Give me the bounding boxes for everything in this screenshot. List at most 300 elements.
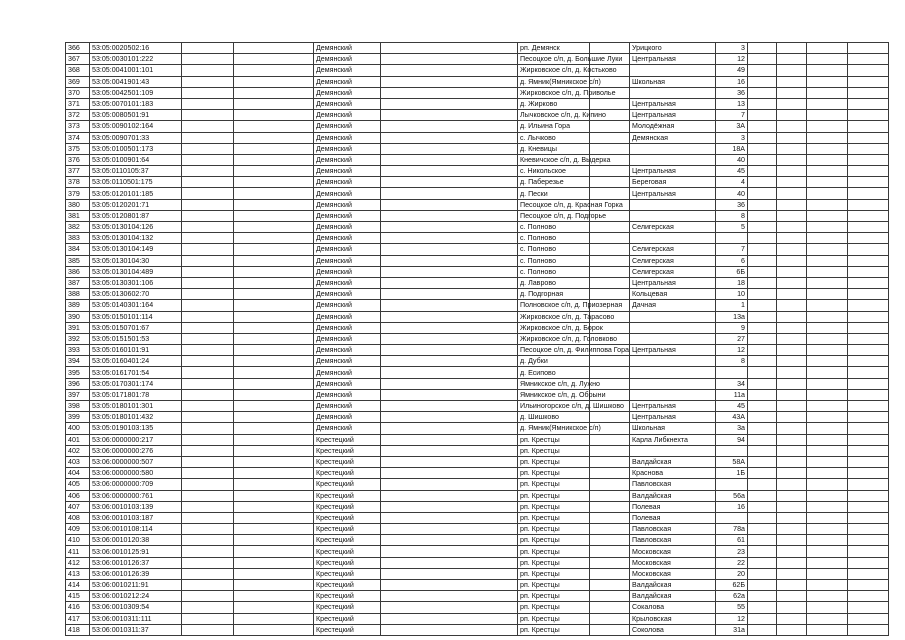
- empty-cell: [234, 624, 314, 635]
- empty-cell: [182, 154, 234, 165]
- locality-cell: с. Полново: [518, 244, 590, 255]
- house-number-cell: 45: [716, 401, 748, 412]
- empty-cell: [777, 445, 807, 456]
- empty-cell: [807, 445, 848, 456]
- table-row: [66, 345, 889, 356]
- empty-cell: [182, 222, 234, 233]
- empty-cell: [234, 210, 314, 221]
- empty-cell: [234, 423, 314, 434]
- empty-cell: [234, 412, 314, 423]
- empty-cell: [748, 222, 777, 233]
- row-number-cell: 398: [66, 401, 90, 412]
- empty-cell: [182, 65, 234, 76]
- empty-cell: [777, 87, 807, 98]
- empty-cell: [777, 613, 807, 624]
- cadastral-number-cell: 53:05:0130104:149: [90, 244, 182, 255]
- empty-cell: [848, 333, 889, 344]
- house-number-cell: 10: [716, 289, 748, 300]
- street-cell: Центральная: [630, 345, 716, 356]
- empty-cell: [777, 333, 807, 344]
- district-cell: Демянский: [314, 43, 381, 54]
- street-cell: [630, 333, 716, 344]
- row-number-cell: 405: [66, 479, 90, 490]
- empty-cell: [748, 289, 777, 300]
- district-cell: Демянский: [314, 311, 381, 322]
- empty-cell: [807, 333, 848, 344]
- empty-cell: [381, 367, 518, 378]
- empty-cell: [848, 277, 889, 288]
- empty-cell: [748, 188, 777, 199]
- table-row: [66, 412, 889, 423]
- empty-cell: [848, 445, 889, 456]
- street-cell: Демянская: [630, 132, 716, 143]
- empty-cell: [777, 468, 807, 479]
- empty-cell: [381, 65, 518, 76]
- locality-cell: с. Полново: [518, 266, 590, 277]
- district-cell: Демянский: [314, 210, 381, 221]
- locality-cell: рп. Крестцы: [518, 624, 590, 635]
- table-row: [66, 367, 889, 378]
- house-number-cell: 45: [716, 166, 748, 177]
- row-number-cell: 385: [66, 255, 90, 266]
- empty-cell: [777, 188, 807, 199]
- empty-cell: [807, 121, 848, 132]
- row-number-cell: 415: [66, 591, 90, 602]
- house-number-cell: 3А: [716, 121, 748, 132]
- empty-cell: [182, 76, 234, 87]
- empty-cell: [848, 434, 889, 445]
- district-cell: Крестецкий: [314, 613, 381, 624]
- empty-cell: [748, 401, 777, 412]
- cadastral-number-cell: 53:06:0010125:91: [90, 546, 182, 557]
- empty-cell: [381, 222, 518, 233]
- district-cell: Крестецкий: [314, 591, 381, 602]
- locality-cell: рп. Крестцы: [518, 501, 590, 512]
- house-number-cell: 56а: [716, 490, 748, 501]
- district-cell: Крестецкий: [314, 568, 381, 579]
- district-cell: Демянский: [314, 222, 381, 233]
- empty-cell: [182, 98, 234, 109]
- empty-cell: [381, 602, 518, 613]
- table-row: [66, 244, 889, 255]
- row-number-cell: 413: [66, 568, 90, 579]
- empty-cell: [182, 423, 234, 434]
- house-number-cell: 23: [716, 546, 748, 557]
- empty-cell: [777, 322, 807, 333]
- locality-cell: д. Лаврово: [518, 277, 590, 288]
- empty-cell: [807, 289, 848, 300]
- house-number-cell: 3: [716, 132, 748, 143]
- empty-cell: [748, 434, 777, 445]
- empty-cell: [590, 244, 630, 255]
- empty-cell: [748, 87, 777, 98]
- street-cell: [630, 210, 716, 221]
- locality-cell: Лычковское с/п, д. Кипино: [518, 110, 590, 121]
- empty-cell: [777, 456, 807, 467]
- house-number-cell: 31а: [716, 624, 748, 635]
- cadastral-number-cell: 53:05:0080501:91: [90, 110, 182, 121]
- house-number-cell: 13: [716, 98, 748, 109]
- house-number-cell: 1Б: [716, 468, 748, 479]
- district-cell: Демянский: [314, 345, 381, 356]
- empty-cell: [590, 591, 630, 602]
- locality-cell: д. Пески: [518, 188, 590, 199]
- street-cell: Карла Либкнехта: [630, 434, 716, 445]
- empty-cell: [234, 389, 314, 400]
- empty-cell: [807, 143, 848, 154]
- table-row: [66, 54, 889, 65]
- empty-cell: [777, 177, 807, 188]
- empty-cell: [748, 490, 777, 501]
- empty-cell: [848, 87, 889, 98]
- empty-cell: [381, 423, 518, 434]
- table-row: [66, 546, 889, 557]
- empty-cell: [807, 456, 848, 467]
- cadastral-number-cell: 53:05:0130104:126: [90, 222, 182, 233]
- row-number-cell: 394: [66, 356, 90, 367]
- house-number-cell: 22: [716, 557, 748, 568]
- house-number-cell: 7: [716, 110, 748, 121]
- locality-cell: рп. Крестцы: [518, 591, 590, 602]
- district-cell: Демянский: [314, 177, 381, 188]
- empty-cell: [182, 401, 234, 412]
- row-number-cell: 369: [66, 76, 90, 87]
- empty-cell: [381, 468, 518, 479]
- row-number-cell: 380: [66, 199, 90, 210]
- house-number-cell: [716, 367, 748, 378]
- district-cell: Демянский: [314, 289, 381, 300]
- street-cell: [630, 445, 716, 456]
- locality-cell: рп. Крестцы: [518, 557, 590, 568]
- table-row: [66, 591, 889, 602]
- empty-cell: [590, 445, 630, 456]
- street-cell: Кольцевая: [630, 289, 716, 300]
- empty-cell: [848, 490, 889, 501]
- empty-cell: [234, 255, 314, 266]
- cadastral-number-cell: 53:05:0130104:489: [90, 266, 182, 277]
- empty-cell: [807, 613, 848, 624]
- table-row: [66, 154, 889, 165]
- house-number-cell: [716, 479, 748, 490]
- row-number-cell: 377: [66, 166, 90, 177]
- empty-cell: [777, 412, 807, 423]
- locality-cell: рп. Крестцы: [518, 479, 590, 490]
- empty-cell: [182, 367, 234, 378]
- empty-cell: [848, 512, 889, 523]
- empty-cell: [748, 277, 777, 288]
- locality-cell: д. Жирково: [518, 98, 590, 109]
- cadastral-number-cell: 53:05:0130104:132: [90, 233, 182, 244]
- district-cell: Крестецкий: [314, 557, 381, 568]
- row-number-cell: 390: [66, 311, 90, 322]
- district-cell: Демянский: [314, 266, 381, 277]
- empty-cell: [182, 412, 234, 423]
- house-number-cell: [716, 512, 748, 523]
- empty-cell: [234, 76, 314, 87]
- empty-cell: [182, 143, 234, 154]
- empty-cell: [748, 479, 777, 490]
- empty-cell: [807, 65, 848, 76]
- empty-cell: [748, 311, 777, 322]
- empty-cell: [748, 512, 777, 523]
- empty-cell: [182, 479, 234, 490]
- empty-cell: [234, 602, 314, 613]
- table-row: [66, 512, 889, 523]
- empty-cell: [381, 401, 518, 412]
- empty-cell: [807, 501, 848, 512]
- cadastral-number-cell: 53:05:0090102:164: [90, 121, 182, 132]
- cadastral-number-cell: 53:06:0000000:507: [90, 456, 182, 467]
- street-cell: [630, 233, 716, 244]
- cadastral-number-cell: 53:05:0041901:43: [90, 76, 182, 87]
- empty-cell: [777, 479, 807, 490]
- empty-cell: [848, 289, 889, 300]
- empty-cell: [590, 468, 630, 479]
- table-row: [66, 624, 889, 635]
- empty-cell: [182, 322, 234, 333]
- street-cell: [630, 378, 716, 389]
- empty-cell: [748, 110, 777, 121]
- table-row: [66, 434, 889, 445]
- district-cell: Демянский: [314, 121, 381, 132]
- empty-cell: [748, 177, 777, 188]
- table-row: [66, 333, 889, 344]
- empty-cell: [807, 490, 848, 501]
- empty-cell: [748, 613, 777, 624]
- district-cell: Демянский: [314, 277, 381, 288]
- empty-cell: [234, 43, 314, 54]
- street-cell: Селигерская: [630, 255, 716, 266]
- empty-cell: [234, 98, 314, 109]
- empty-cell: [381, 98, 518, 109]
- empty-cell: [777, 199, 807, 210]
- cadastral-number-cell: 53:05:0140301:164: [90, 300, 182, 311]
- row-number-cell: 414: [66, 580, 90, 591]
- empty-cell: [777, 166, 807, 177]
- table-row: [66, 177, 889, 188]
- empty-cell: [381, 613, 518, 624]
- empty-cell: [777, 501, 807, 512]
- empty-cell: [848, 300, 889, 311]
- street-cell: Урицкого: [630, 43, 716, 54]
- street-cell: Полевая: [630, 501, 716, 512]
- empty-cell: [182, 43, 234, 54]
- empty-cell: [807, 568, 848, 579]
- house-number-cell: 18А: [716, 143, 748, 154]
- row-number-cell: 370: [66, 87, 90, 98]
- empty-cell: [234, 199, 314, 210]
- empty-cell: [807, 512, 848, 523]
- empty-cell: [748, 367, 777, 378]
- table-row: [66, 222, 889, 233]
- empty-cell: [807, 345, 848, 356]
- house-number-cell: 3: [716, 43, 748, 54]
- empty-cell: [182, 557, 234, 568]
- street-cell: Центральная: [630, 54, 716, 65]
- empty-cell: [748, 333, 777, 344]
- house-number-cell: 6Б: [716, 266, 748, 277]
- table-row: [66, 166, 889, 177]
- district-cell: Крестецкий: [314, 501, 381, 512]
- empty-cell: [748, 143, 777, 154]
- locality-cell: рп. Крестцы: [518, 456, 590, 467]
- house-number-cell: 62а: [716, 591, 748, 602]
- district-cell: Демянский: [314, 401, 381, 412]
- house-number-cell: 94: [716, 434, 748, 445]
- district-cell: Крестецкий: [314, 524, 381, 535]
- empty-cell: [848, 76, 889, 87]
- empty-cell: [848, 524, 889, 535]
- empty-cell: [234, 568, 314, 579]
- street-cell: [630, 311, 716, 322]
- row-number-cell: 399: [66, 412, 90, 423]
- empty-cell: [381, 311, 518, 322]
- house-number-cell: 36: [716, 87, 748, 98]
- table-row: [66, 65, 889, 76]
- empty-cell: [748, 255, 777, 266]
- empty-cell: [590, 557, 630, 568]
- street-cell: [630, 356, 716, 367]
- district-cell: Демянский: [314, 300, 381, 311]
- cadastral-number-cell: 53:05:0030101:222: [90, 54, 182, 65]
- empty-cell: [848, 199, 889, 210]
- street-cell: Московская: [630, 557, 716, 568]
- row-number-cell: 411: [66, 546, 90, 557]
- empty-cell: [748, 445, 777, 456]
- locality-cell: Жирковское с/п, д. Костьково: [518, 65, 590, 76]
- empty-cell: [234, 356, 314, 367]
- empty-cell: [590, 613, 630, 624]
- district-cell: Демянский: [314, 389, 381, 400]
- empty-cell: [748, 210, 777, 221]
- empty-cell: [848, 389, 889, 400]
- empty-cell: [234, 300, 314, 311]
- cadastral-number-cell: 53:05:0120801:87: [90, 210, 182, 221]
- street-cell: [630, 154, 716, 165]
- empty-cell: [182, 501, 234, 512]
- empty-cell: [777, 535, 807, 546]
- street-cell: Молодёжная: [630, 121, 716, 132]
- table-row: [66, 602, 889, 613]
- empty-cell: [590, 602, 630, 613]
- empty-cell: [234, 54, 314, 65]
- empty-cell: [381, 54, 518, 65]
- street-cell: Московская: [630, 546, 716, 557]
- district-cell: Крестецкий: [314, 624, 381, 635]
- empty-cell: [807, 177, 848, 188]
- empty-cell: [182, 289, 234, 300]
- table-row: [66, 121, 889, 132]
- table-row: [66, 233, 889, 244]
- district-cell: Крестецкий: [314, 546, 381, 557]
- row-number-cell: 367: [66, 54, 90, 65]
- row-number-cell: 371: [66, 98, 90, 109]
- empty-cell: [777, 602, 807, 613]
- cadastral-number-cell: 53:05:0130301:106: [90, 277, 182, 288]
- cadastral-number-cell: 53:05:0130602:70: [90, 289, 182, 300]
- street-cell: Селигерская: [630, 222, 716, 233]
- empty-cell: [777, 557, 807, 568]
- street-cell: Соколова: [630, 624, 716, 635]
- empty-cell: [590, 166, 630, 177]
- table-row: [66, 110, 889, 121]
- table-row: [66, 613, 889, 624]
- empty-cell: [182, 110, 234, 121]
- locality-cell: рп. Крестцы: [518, 580, 590, 591]
- empty-cell: [234, 378, 314, 389]
- empty-cell: [381, 512, 518, 523]
- cadastral-number-cell: 53:06:0010126:37: [90, 557, 182, 568]
- empty-cell: [748, 535, 777, 546]
- empty-cell: [234, 456, 314, 467]
- empty-cell: [381, 87, 518, 98]
- empty-cell: [807, 356, 848, 367]
- district-cell: Демянский: [314, 356, 381, 367]
- empty-cell: [848, 255, 889, 266]
- cadastral-number-cell: 53:06:0010309:54: [90, 602, 182, 613]
- empty-cell: [590, 177, 630, 188]
- empty-cell: [807, 233, 848, 244]
- empty-cell: [748, 121, 777, 132]
- empty-cell: [182, 389, 234, 400]
- house-number-cell: 7: [716, 244, 748, 255]
- row-number-cell: 383: [66, 233, 90, 244]
- empty-cell: [182, 378, 234, 389]
- empty-cell: [777, 132, 807, 143]
- street-cell: Валдайская: [630, 580, 716, 591]
- locality-cell: Песоцкое с/п, д. Большие Луки: [518, 54, 590, 65]
- row-number-cell: 401: [66, 434, 90, 445]
- street-cell: [630, 65, 716, 76]
- street-cell: Валдайская: [630, 591, 716, 602]
- empty-cell: [777, 222, 807, 233]
- empty-cell: [748, 98, 777, 109]
- empty-cell: [807, 479, 848, 490]
- locality-cell: рп. Крестцы: [518, 524, 590, 535]
- cadastral-number-cell: 53:06:0010103:187: [90, 512, 182, 523]
- empty-cell: [807, 401, 848, 412]
- empty-cell: [234, 87, 314, 98]
- cadastral-number-cell: 53:05:0120101:185: [90, 188, 182, 199]
- district-cell: Демянский: [314, 110, 381, 121]
- empty-cell: [234, 333, 314, 344]
- cadastral-number-cell: 53:06:0010126:39: [90, 568, 182, 579]
- empty-cell: [234, 166, 314, 177]
- empty-cell: [381, 266, 518, 277]
- row-number-cell: 408: [66, 512, 90, 523]
- street-cell: Центральная: [630, 166, 716, 177]
- empty-cell: [807, 154, 848, 165]
- row-number-cell: 392: [66, 333, 90, 344]
- table-row: [66, 557, 889, 568]
- empty-cell: [807, 423, 848, 434]
- table-row: [66, 456, 889, 467]
- row-number-cell: 417: [66, 613, 90, 624]
- empty-cell: [807, 132, 848, 143]
- district-cell: Крестецкий: [314, 434, 381, 445]
- street-cell: Центральная: [630, 98, 716, 109]
- empty-cell: [381, 132, 518, 143]
- cadastral-number-cell: 53:05:0170301:174: [90, 378, 182, 389]
- house-number-cell: 8: [716, 210, 748, 221]
- empty-cell: [590, 412, 630, 423]
- table-row: [66, 490, 889, 501]
- street-cell: Павловская: [630, 535, 716, 546]
- row-number-cell: 373: [66, 121, 90, 132]
- empty-cell: [234, 535, 314, 546]
- cadastral-number-cell: 53:06:0000000:761: [90, 490, 182, 501]
- house-number-cell: 27: [716, 333, 748, 344]
